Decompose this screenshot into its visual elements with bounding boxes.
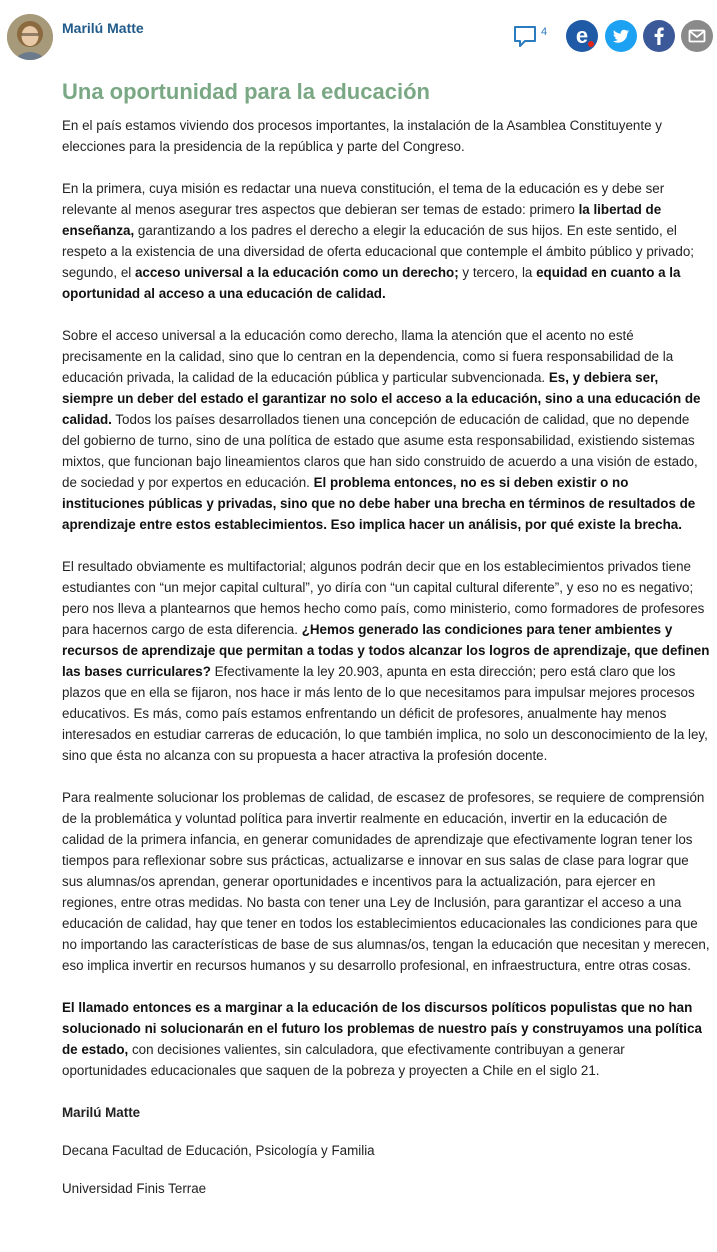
article-paragraph-4 xyxy=(62,556,710,766)
text-segment: Sobre el acceso universal a la educación como derecho, llama la atención que el acento no esté precisamente en la calidad, sino que lo centran en la dependencia, como si fuera responsabilidad de la educación privada, la calidad de la educación pública y particular subvencionada. xyxy=(62,328,674,385)
comment-count: 4 xyxy=(541,26,548,38)
bold-text-segment: Es, y debiera ser, siempre un deber del estado el garantizar no solo el acceso a la educación, sino a una educación de calidad. xyxy=(62,370,701,427)
twitter-icon xyxy=(605,20,637,52)
facebook-icon xyxy=(643,20,675,52)
text-segment: Efectivamente la ley 20.903, apunta en esta dirección; pero está claro que los plazos que en ella se fijaron, nos hace ir más lento de lo que necesitamos para impulsar mejores procesos educativos. Es más, como país estamos enfrentando un déficit de profesores, anualmente hay menos interesados en estudiar carreras de educación, lo que también implica, no solo un desconocimiento de la ley, sino que ésta no alcanza con su propuesta a hacer atractiva la profesión docente. xyxy=(62,664,708,763)
signature-role: Decana Facultad de Educación, Psicología y Familia xyxy=(62,1143,375,1158)
article-body xyxy=(62,78,710,1216)
emol-share-button[interactable] xyxy=(566,20,598,52)
bold-text-segment: ¿Hemos generado las condiciones para tener ambientes y recursos de aprendizaje que permitan a todas y todos alcanzar los logros de aprendizaje, que definen las bases curriculares? xyxy=(62,622,710,679)
author-name[interactable]: Marilú Matte xyxy=(62,20,144,36)
facebook-share-button[interactable] xyxy=(643,20,675,52)
bold-text-segment: equidad en cuanto a la oportunidad al acceso a una educación de calidad. xyxy=(62,265,681,301)
article-paragraph-3 xyxy=(62,325,710,535)
bold-text-segment: la libertad de enseñanza, xyxy=(62,202,662,238)
twitter-share-button[interactable] xyxy=(605,20,637,52)
article-title: Una oportunidad para la educación xyxy=(62,79,430,104)
svg-text:e: e xyxy=(575,23,589,48)
article-paragraph-2 xyxy=(62,178,710,304)
article-paragraph-6 xyxy=(62,997,710,1081)
mail-icon xyxy=(681,20,713,52)
article-header xyxy=(0,0,717,70)
comments-button[interactable] xyxy=(513,24,547,50)
mail-share-button[interactable] xyxy=(681,20,713,52)
article-paragraph-1 xyxy=(62,115,710,157)
bold-text-segment: El problema entonces, no es si deben existir o no instituciones públicas y privadas, sino que no debe haber una brecha en términos de resultados de aprendizaje entre estos establecimientos. Eso implica hacer un análisis, por qué existe la brecha. xyxy=(62,475,696,532)
comment-icon xyxy=(513,24,537,48)
text-segment: Todos los países desarrollados tienen una concepción de educación de calidad, que no depende del gobierno de turno, sino de una política de estado que asume esta responsabilidad, existiendo sistemas mixtos, que funcionan bajo lineamientos claros que han sido construido de acuerdo a una visión de estado, de sociedad y por expertos en educación. xyxy=(62,412,698,490)
author-avatar[interactable] xyxy=(7,14,53,60)
signature-institution: Universidad Finis Terrae xyxy=(62,1181,207,1196)
bold-text-segment: acceso universal a la educación como un derecho; xyxy=(134,265,459,280)
text-segment: y tercero, la xyxy=(458,265,537,280)
bold-text-segment: El llamado entonces es a marginar a la educación de los discursos políticos populistas que no han solucionado ni solucionarán en el futuro los problemas de nuestro país y construyamos una política de estado, xyxy=(62,1000,702,1057)
text-segment: Para realmente solucionar los problemas de calidad, de escasez de profesores, se requiere de comprensión de la problemática y voluntad política para invertir realmente en educación, invertir en la educación de calidad de la primera infancia, en generar comunidades de aprendizaje que efectivamente logran tener los tiempos para reflexionar sobre sus prácticas, actualizarse e innovar en sus salas de clase para lograr que sus alumnas/os aprendan, generar oportunidades e incentivos para la actualización, para ejercer en regiones, entre otras medidas. No basta con tener una Ley de Inclusión, para garantizar el acceso a una educación de calidad, hay que tener en todos los establecimientos educacionales las condiciones para que no importando las características de base de sus alumnas/os, tengan la educación que necesitan y merecen, eso implica invertir en recursos humanos y su desarrollo profesional, en infraestructura, entre otras cosas. xyxy=(62,790,710,973)
article-paragraph-5 xyxy=(62,787,710,976)
author-photo xyxy=(7,14,53,60)
emol-icon xyxy=(566,20,598,52)
text-segment: En la primera, cuya misión es redactar una nueva constitución, el tema de la educación es y debe ser relevante al menos asegurar tres aspectos que debieran ser temas de estado: primero xyxy=(62,181,665,217)
text-segment: con decisiones valientes, sin calculadora, que efectivamente contribuyan a generar oportunidades educacionales que saquen de la pobreza y proyecten a Chile en el siglo 21. xyxy=(62,1042,625,1078)
text-segment: garantizando a los padres el derecho a elegir la educación de sus hijos. En este sentido, el respeto a la existencia de una diversidad de oferta educacional que contemple el ámbito público y privado; segundo, el xyxy=(62,223,694,280)
text-segment: El resultado obviamente es multifactorial; algunos podrán decir que en los establecimientos privados tiene estudiantes con “un mejor capital cultural”, yo diría con “un capital cultural diferente”, y eso no es negativo; pero nos lleva a plantearnos que hemos hecho como país, como ministerio, como formadores de profesores para hacernos cargo de esta diferencia. xyxy=(62,559,705,637)
signature-name: Marilú Matte xyxy=(62,1105,141,1120)
text-segment: En el país estamos viviendo dos procesos importantes, la instalación de la Asamblea Constituyente y elecciones para la presidencia de la república y parte del Congreso. xyxy=(62,118,662,154)
